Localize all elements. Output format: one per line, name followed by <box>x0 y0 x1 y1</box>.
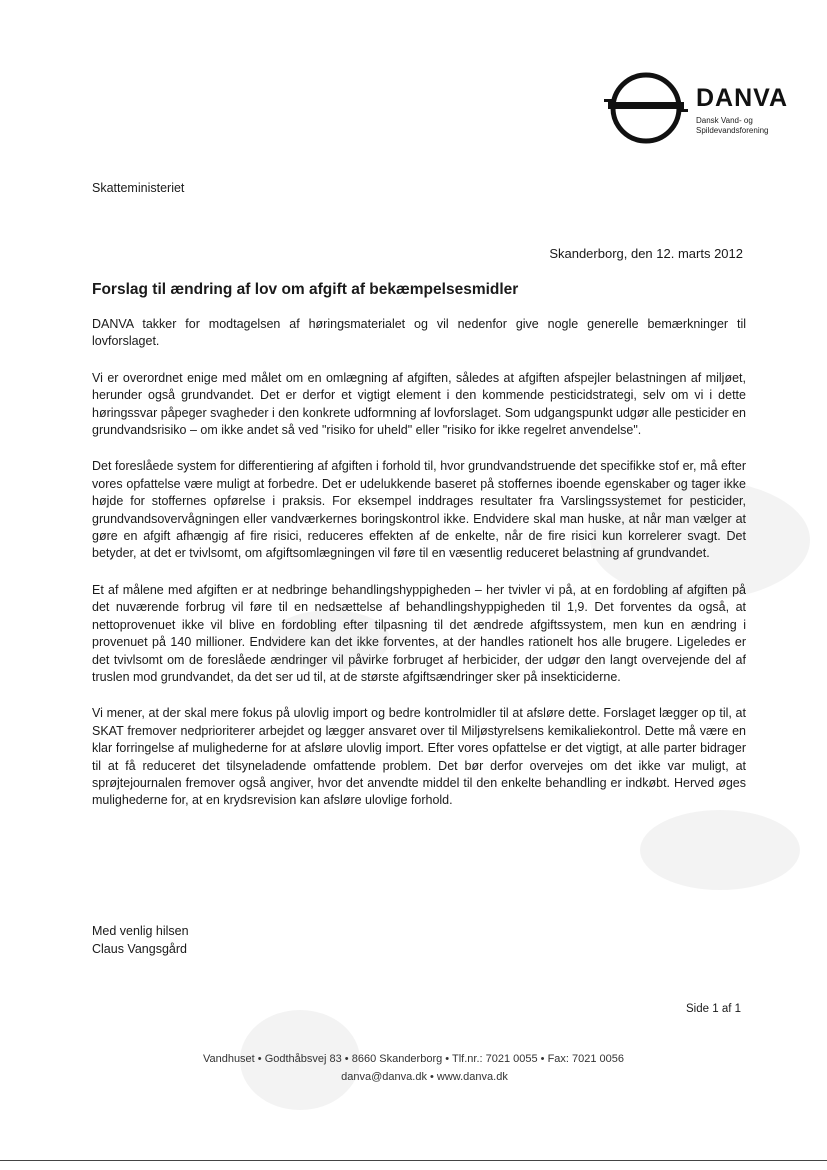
footer-address: Vandhuset • Godthåbsvej 83 • 8660 Skanderborg • Tlf.nr.: 7021 0055 • Fax: 7021 0056 <box>202 1053 625 1065</box>
recipient: Skatteministeriet <box>92 181 185 195</box>
logo-subtitle <box>696 116 796 136</box>
danva-logo-mark <box>604 68 688 148</box>
logo-subtitle-line2: Spildevandsforening <box>696 126 769 135</box>
footer-contact: danva@danva.dk • www.danva.dk <box>341 1071 508 1083</box>
letter-subject: Forslag til ændring af lov om afgift af bekæmpelsesmidler <box>92 281 519 298</box>
letter-date: Skanderborg, den 12. marts 2012 <box>549 246 743 261</box>
bottom-rule <box>0 1160 827 1161</box>
body-paragraph: Vi mener, at der skal mere fokus på ulovlig import og bedre kontrolmidler til at afsløre dette. Forslaget lægger op til, at SKAT fremover nedprioriterer arbejdet og lægger ansvaret over til Miljøstyrelsens kemikaliekontrol. Dette må være en klar forringelse af mulighederne for at afsløre ulovlig import. Efter vores opfattelse er det vigtigt, at alle parter bidrager til at få reduceret det tilsyneladende omfattende problem. Det bør derfor overvejes om det ikke var muligt, at sprøjtejournalen fremover også angiver, hvor det anvendte middel til den enkelte behandling er indkøbt. Herved øges mulighederne for, at en krydsrevision kan afsløre ulovlige forhold. <box>92 706 746 808</box>
signatory-name: Claus Vangsgård <box>92 942 187 956</box>
body-paragraph: Det foreslåede system for differentiering af afgiften i forhold til, hvor grundvandstruende det specifikke stof er, må efter vores opfattelse være muligt at forbedre. Det er udelukkende baseret på stoffernes iboende egenskaber og tager ikke højde for stoffernes opførelse i praksis. For eksempel inddrages resultater fra Varslingssystemet for pesticider, grundvandsovervågningen eller vandværkernes boringskontrol ikke. Endvidere skal man huske, at når man vælger at gøre en afgift afhængig af fire risici, reduceres effekten af de enkelte, når de fire risici kun korrelerer svagt. Det betyder, at det er tvivlsomt, om afgiftsomlægningen vil føre til en væsentlig reduceret belastning af grundvandet. <box>92 459 746 561</box>
body-paragraph: DANVA takker for modtagelsen af høringsmaterialet og vil nedenfor give nogle generelle bemærkninger til lovforslaget. <box>92 317 746 349</box>
danva-logo <box>604 68 794 148</box>
body-paragraph: Et af målene med afgiften er at nedbringe behandlingshyppigheden – her tvivler vi på, at en fordobling af afgiften på det nuværende forbrug vil føre til en nedsættelse af behandlingshyppigheden til 1,9. Det forventes da også, at nettoprovenuet ikke vil blive en fordobling efter tilpasning til det ændrede afgiftssystem, men kun en ændring i provenuet på 140 millioner. Endvidere kan det ikke forventes, at der handles rationelt hos alle brugere. Ligeledes er det tvivlsomt om de foreslåede ændringer vil påvirke forbruget af herbicider, der udgør den langt overvejende del af truslen mod grundvandet, da det ser ud til, at de største afgiftsændringer sker på insekticiderne. <box>92 582 746 684</box>
body-paragraph: Vi er overordnet enige med målet om en omlægning af afgiften, således at afgiften afspejler belastningen af miljøet, herunder også grundvandet. Det er derfor et vigtigt element i den kommende pesticidstrategi, selv om vi i dette høringssvar påpeger svagheder i den konkrete udformning af lovforslaget. Som udgangspunkt udgør alle pesticider en grundvandsrisiko – om ikke andet så ved "risiko for uheld" eller "risiko for ikke regelret anvendelse". <box>92 370 746 438</box>
footer <box>0 1050 827 1086</box>
page-number: Side 1 af 1 <box>686 1003 741 1015</box>
logo-name: DANVA <box>696 84 789 112</box>
logo-subtitle-line1: Dansk Vand- og <box>696 116 753 125</box>
closing <box>92 922 189 958</box>
closing-greeting: Med venlig hilsen <box>92 924 189 938</box>
letter-body <box>92 316 746 829</box>
